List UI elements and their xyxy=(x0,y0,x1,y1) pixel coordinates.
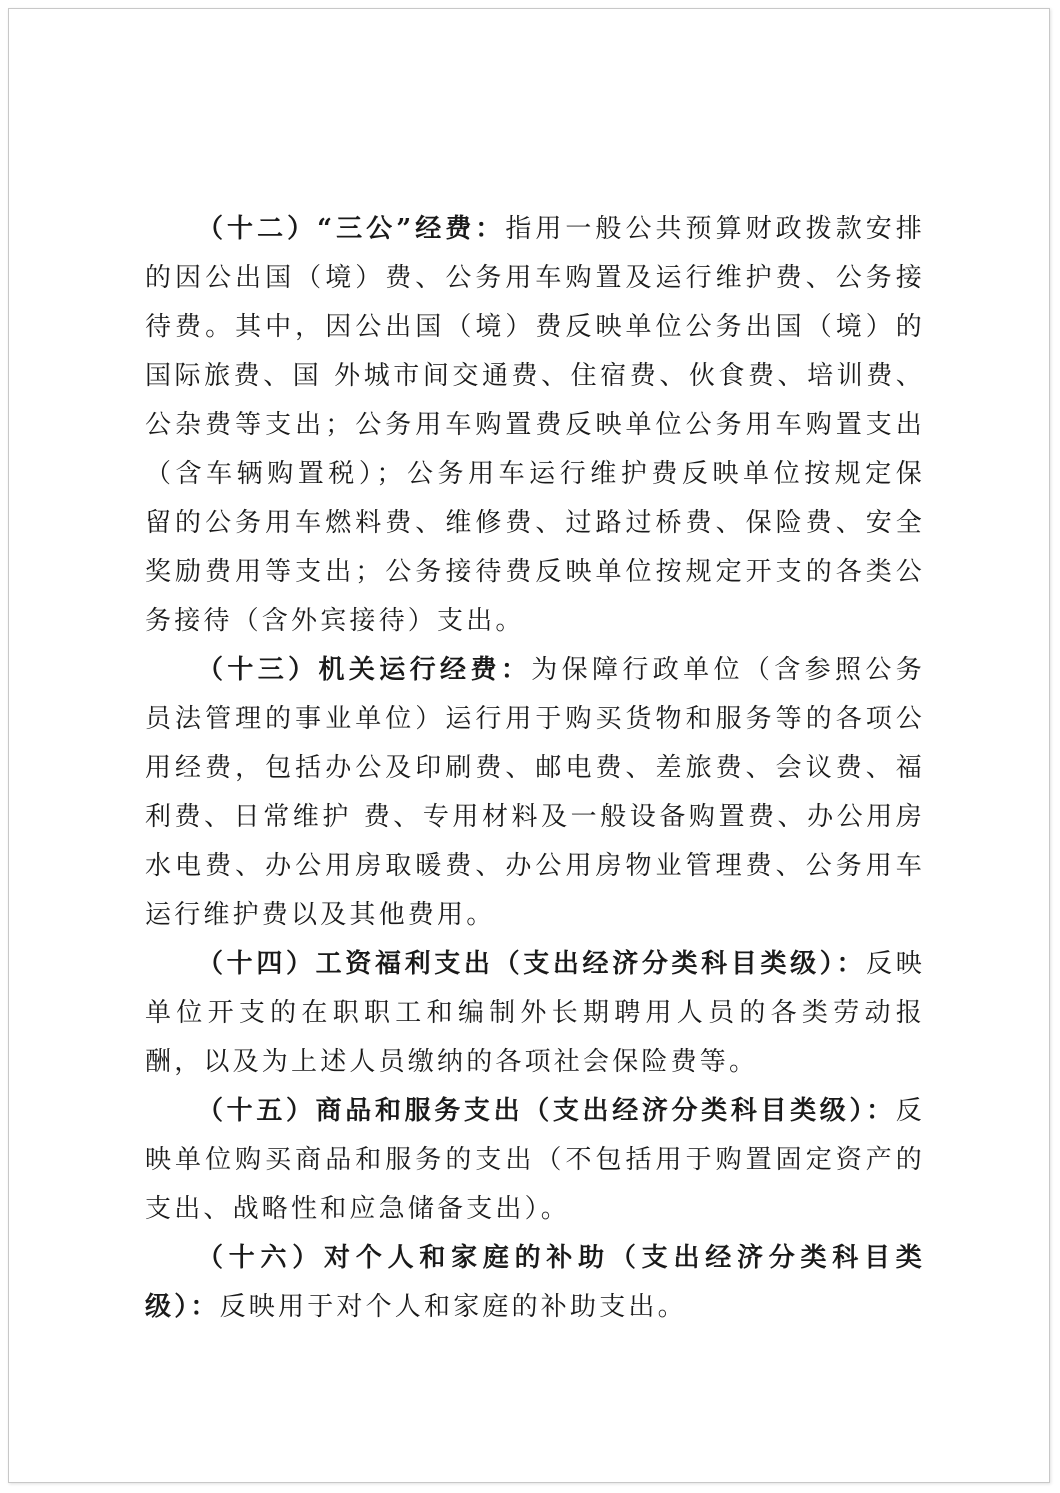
paragraph-operating-funds xyxy=(145,646,925,940)
paragraph-body: 反映单位开支的在职职工和编制外长期聘用人员的各类劳动报酬，以及为上述人员缴纳的各项社会保险费等。 xyxy=(145,949,925,1077)
paragraph-term: （十三）机关运行经费： xyxy=(197,655,532,685)
paragraph-body: 反映用于对个人和家庭的补助支出。 xyxy=(219,1292,687,1322)
paragraph-subsidies-individuals xyxy=(145,1234,925,1332)
paragraph-term: （十五）商品和服务支出（支出经济分类科目类级）： xyxy=(197,1096,896,1126)
document-body xyxy=(145,205,925,1332)
paragraph-term: （十六）对个人和家庭的补助（支出经济分类科目类级）： xyxy=(145,1243,925,1322)
document-page xyxy=(8,8,1050,1483)
paragraph-body: 反映单位购买商品和服务的支出（不包括用于购置固定资产的支出、战略性和应急储备支出）。 xyxy=(145,1096,925,1224)
paragraph-body: 指用一般公共预算财政拨款安排的因公出国（境）费、公务用车购置及运行维护费、公务接待费。其中，因公出国（境）费反映单位公务出国（境）的国际旅费、国 外城市间交通费、住宿费、伙食费、培训费、公杂费等支出；公务用车购置费反映单位公务用车购置支出（含车辆购置税）；公务用车运行维护费反映单位按规定保 留的公务用车燃料费、维修费、过路过桥费、保险费、安全奖励费用等支出；公务接待费反映单位按规定开支的各类公务接待（含外宾接待）支出。 xyxy=(145,214,925,636)
paragraph-term: （十四）工资福利支出（支出经济分类科目类级）： xyxy=(197,949,867,979)
paragraph-body: 为保障行政单位（含参照公务员法管理的事业单位）运行用于购买货物和服务等的各项公用经费，包括办公及印刷费、邮电费、差旅费、会议费、福利费、日常维护 费、专用材料及一般设备购置费、办公用房水电费、办公用房取暖费、办公用房物业管理费、公务用车运行维护费以及其他费用。 xyxy=(145,655,925,930)
paragraph-san-gong-funds xyxy=(145,205,925,646)
paragraph-wages-welfare xyxy=(145,940,925,1087)
paragraph-term: （十二）“三公”经费： xyxy=(197,214,506,244)
paragraph-goods-services xyxy=(145,1087,925,1234)
